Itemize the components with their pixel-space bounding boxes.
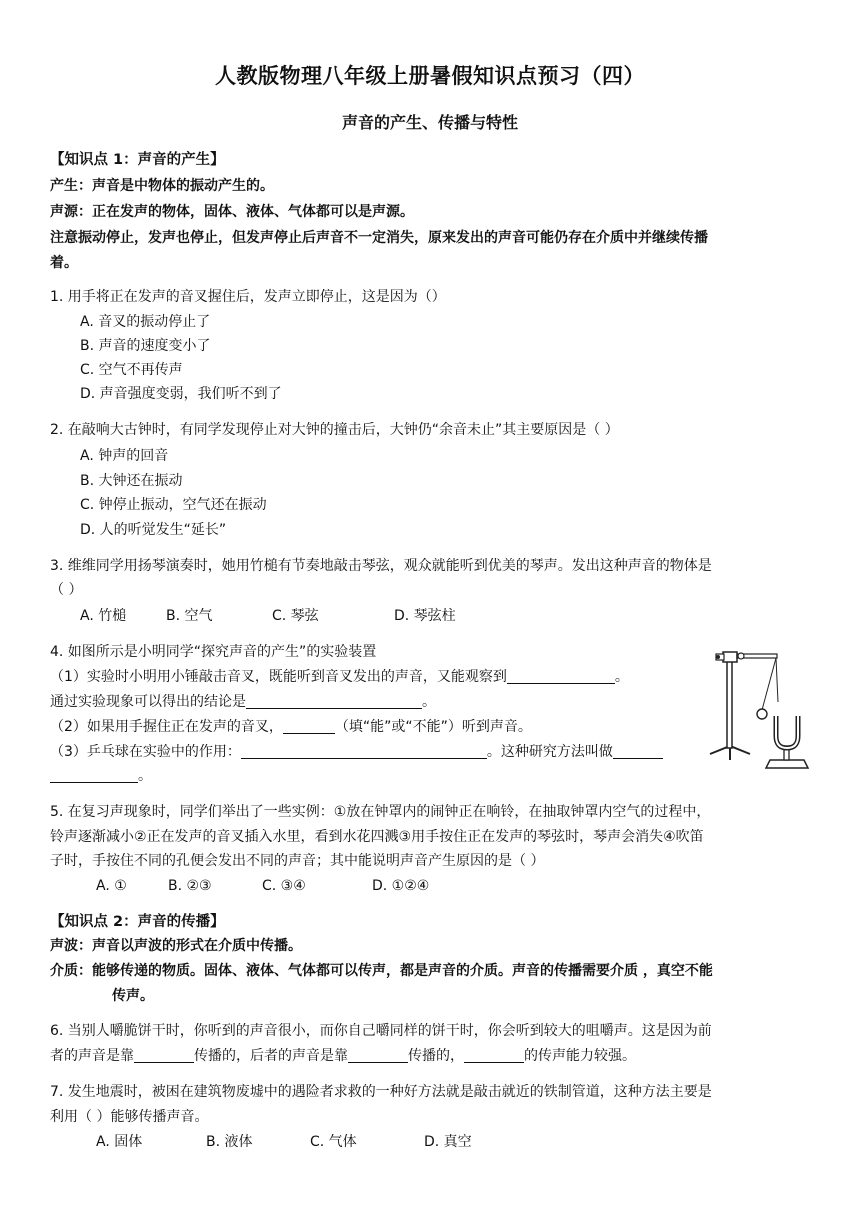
answer-blank[interactable]	[507, 667, 615, 684]
kp1-line: 声源：正在发声的物体，固体、液体、气体都可以是声源。	[50, 204, 414, 220]
q4-stem: 4. 如图所示是小明同学“探究声音的产生”的实验装置	[50, 644, 377, 660]
page-title: 人教版物理八年级上册暑假知识点预习（四）	[215, 64, 645, 88]
q2-option-d: D. 人的听觉发生“延长”	[80, 522, 227, 538]
q4-part1-conclusion	[50, 692, 436, 712]
answer-blank[interactable]	[134, 1046, 194, 1063]
q7-option-b: B. 液体	[206, 1134, 253, 1150]
kp1-heading: 【知识点 1：声音的产生】	[50, 152, 225, 168]
answer-blank[interactable]	[283, 717, 335, 734]
q7-option-c: C. 气体	[310, 1134, 357, 1150]
q4-part1	[50, 667, 629, 687]
q1-option-c: C. 空气不再传声	[80, 362, 183, 378]
q4-part1-text: （1）实验时小明用小锤敲击音叉，既能听到音叉发出的声音，又能观察到	[50, 669, 507, 685]
answer-blank[interactable]	[241, 742, 487, 759]
q4-part1-end: 。	[614, 669, 629, 685]
q3-option-d: D. 琴弦柱	[394, 608, 456, 624]
q3-option-a: A. 竹槌	[80, 608, 127, 624]
q4-part3-blank-line: 。	[50, 766, 152, 786]
q5-option-c: C. ③④	[262, 878, 306, 894]
kp2-heading: 【知识点 2：声音的传播】	[50, 914, 225, 930]
q4-part3-end: 。这种研究方法叫做	[486, 744, 613, 760]
q7-stem-line2: 利用（ ）能够传播声音。	[50, 1109, 209, 1125]
q4-part3	[50, 742, 663, 762]
q3-answer-paren: （ ）	[50, 582, 83, 598]
kp1-line: 注意振动停止，发声也停止，但发声停止后声音不一定消失，原来发出的声音可能仍存在介质中并继续传播	[50, 230, 708, 246]
q3-option-b: B. 空气	[166, 608, 213, 624]
q1-option-a: A. 音叉的振动停止了	[80, 314, 211, 330]
tuning-fork-apparatus-illustration	[698, 640, 810, 772]
q5-option-a: A. ①	[96, 878, 127, 894]
kp2-line: 声波：声音以声波的形式在介质中传播。	[50, 938, 302, 954]
q1-option-d: D. 声音强度变弱，我们听不到了	[80, 386, 282, 402]
q5-option-d: D. ①②④	[372, 878, 430, 894]
q1-option-b: B. 声音的速度变小了	[80, 338, 211, 354]
q7-stem: 7. 发生地震时，被困在建筑物废墟中的遇险者求救的一种好方法就是敲击就近的铁制管道，这种方法主要是	[50, 1084, 712, 1100]
q7-option-a: A. 固体	[96, 1134, 143, 1150]
q5-option-b: B. ②③	[168, 878, 212, 894]
q2-option-b: B. 大钟还在振动	[80, 473, 183, 489]
page-subtitle: 声音的产生、传播与特性	[341, 113, 518, 132]
answer-blank[interactable]	[50, 766, 138, 783]
q6-text: 的传声能力较强。	[524, 1048, 636, 1064]
q4-part3-text: （3）乒乓球在实验中的作用：	[50, 744, 241, 760]
q5-stem: 5. 在复习声现象时，同学们举出了一些实例：①放在钟罩内的闹钟正在响铃，在抽取钟罩内空气的过程中，	[50, 804, 711, 820]
q3-option-c: C. 琴弦	[272, 608, 319, 624]
kp2-line: 介质：能够传递的物质。固体、液体、气体都可以传声，都是声音的介质。声音的传播需要介质 ，真空不能	[50, 963, 713, 979]
answer-blank[interactable]	[348, 1046, 408, 1063]
q7-option-d: D. 真空	[424, 1134, 472, 1150]
kp1-line: 着。	[50, 255, 78, 271]
q4-part2	[50, 717, 532, 737]
kp2-line: 传声。	[112, 988, 154, 1004]
q2-stem: 2. 在敲响大古钟时，有同学发现停止对大钟的撞击后，大钟仍“余音未止”其主要原因是（ ）	[50, 422, 619, 438]
q6-stem: 6. 当别人嚼脆饼干时，你听到的声音很小，而你自己嚼同样的饼干时，你会听到较大的咀嚼声。这是因为前	[50, 1023, 712, 1039]
q3-stem: 3. 维维同学用扬琴演奏时，她用竹槌有节奏地敲击琴弦，观众就能听到优美的琴声。发出这种声音的物体是	[50, 558, 712, 574]
q4-part2-text: （2）如果用手握住正在发声的音叉，	[50, 719, 283, 735]
q4-conclusion-end: 。	[422, 694, 436, 710]
q4-conclusion-text: 通过实验现象可以得出的结论是	[50, 694, 246, 710]
q6-text: 者的声音是靠	[50, 1048, 134, 1064]
q5-stem-line2: 铃声逐渐减小②正在发声的音叉插入水里，看到水花四溅③用手按住正在发声的琴弦时，琴声会消失④吹笛	[50, 829, 704, 845]
q6-stem-line2	[50, 1046, 636, 1066]
kp1-line: 产生：声音是中物体的振动产生的。	[50, 178, 274, 194]
q2-option-a: A. 钟声的回音	[80, 448, 169, 464]
answer-blank[interactable]	[246, 692, 422, 709]
q6-text: 传播的，后者的声音是靠	[194, 1048, 348, 1064]
q1-stem: 1. 用手将正在发声的音叉握住后，发声立即停止，这是因为（）	[50, 289, 446, 305]
q4-part2-end: （填“能”或“不能”）听到声音。	[334, 719, 532, 735]
answer-blank[interactable]	[464, 1046, 524, 1063]
q6-text: 传播的，	[408, 1048, 464, 1064]
q2-option-c: C. 钟停止振动，空气还在振动	[80, 497, 267, 513]
q5-stem-line3: 子时，手按住不同的孔便会发出不同的声音；其中能说明声音产生原因的是（ ）	[50, 853, 545, 869]
answer-blank[interactable]	[613, 742, 663, 759]
